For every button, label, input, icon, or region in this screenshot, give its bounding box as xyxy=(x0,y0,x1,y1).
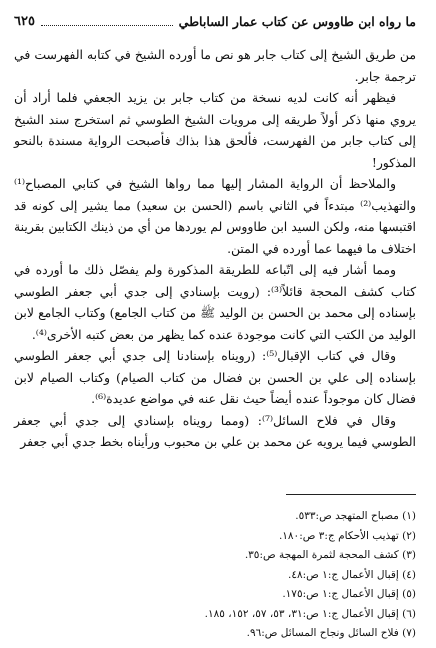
footnote-divider xyxy=(286,494,416,495)
footnote: (٢) تهذيب الأحكام ج:٣ ص:١٨٠. xyxy=(278,529,416,542)
footnote: (٣) كشف المحجة لثمرة المهجة ص:٣٥. xyxy=(244,549,416,561)
paragraph: وقال في كتاب الإقبال⁽⁵⁾: (رويناه بإسنادنا إلى جدي أبي جعفر الطوسي بإسناده إلى علي بن الحسن بن فضال من كتاب الصيام) وكتاب الصيام لابن فضال كان موجوداً عنده أيضاً حيث نقل عنه في مواضع عديدة⁽⁶⁾. xyxy=(14,348,416,406)
paragraph: والملاحظ أن الرواية المشار إليها مما رواها الشيخ في كتابي المصباح⁽¹⁾ والتهذيب⁽²⁾ مبتدءاً في الثاني باسم (الحسن بن سعيد) مما يشير إلى كونه قد اقتبسها منه، ولكن السيد ابن طاووس لم يوردها من أي من ذينك الكتابين بقرينة اختلاف ما فيهما عما أورده في المتن. xyxy=(14,176,416,256)
paragraph: من طريق الشيخ إلى كتاب جابر هو نص ما أورده الشيخ في كتابه الفهرست في ترجمة جابر. xyxy=(14,47,416,84)
page-number: ٦٢٥ xyxy=(14,13,35,29)
footnote: (١) مصباح المتهجد ص:٥٣٣. xyxy=(295,510,416,522)
paragraph: وقال في فلاح السائل⁽⁷⁾: (ومما رويناه بإسنادي إلى جدي أبي جعفر الطوسي فيما يرويه عن محمد بن علي بن محبوب ورأيناه بخط جدي أبي جعفر xyxy=(14,412,416,449)
footnote: (٥) إقبال الأعمال ج:١ ص:١٧٥. xyxy=(282,588,416,600)
footnote: (٦) إقبال الأعمال ج:١ ص:٣١، ٥٣، ٥٧، ١٥٢، ١٨٥. xyxy=(204,607,416,620)
footnotes xyxy=(14,494,416,644)
running-header-title: ما رواه ابن طاووس عن كتاب عمار الساباطي xyxy=(178,13,416,29)
paragraph: فيظهر أنه كانت لديه نسخة من كتاب جابر بن يزيد الجعفي فلما أراد أن يروي منها ذكر أولاً طريقه إلى مرويات الشيخ الطوسي ثم استخرج سند الشيخ إلى كتاب جابر من الفهرست، فألحق هذا بذاك فأصبحت الرواية مسندة بالنحو المذكور! xyxy=(14,90,416,170)
footnote: (٤) إقبال الأعمال ج:١ ص:٤٨. xyxy=(287,568,416,581)
footnote: (٧) فلاح السائل ونجاح المسائل ص:٩٦. xyxy=(246,627,416,639)
running-header xyxy=(14,8,416,34)
main-text xyxy=(14,44,416,453)
paragraph: ومما أشار فيه إلى اتّباعه للطريقة المذكورة ولم يفصّل ذلك ما أورده في كتاب كشف المحجة قائلاً⁽³⁾: (رويت بإسنادي إلى جدي أبي جعفر الطوسي بإسناده إلى محمد بن الحسن بن الوليد ﷺ من كتاب الجامع) وكتاب الجامع لابن الوليد من الكتب التي كانت موجودة عنده كما يظهر من بعض كتبه الأخرى⁽⁴⁾. xyxy=(14,262,416,342)
leader-dots xyxy=(41,17,173,26)
